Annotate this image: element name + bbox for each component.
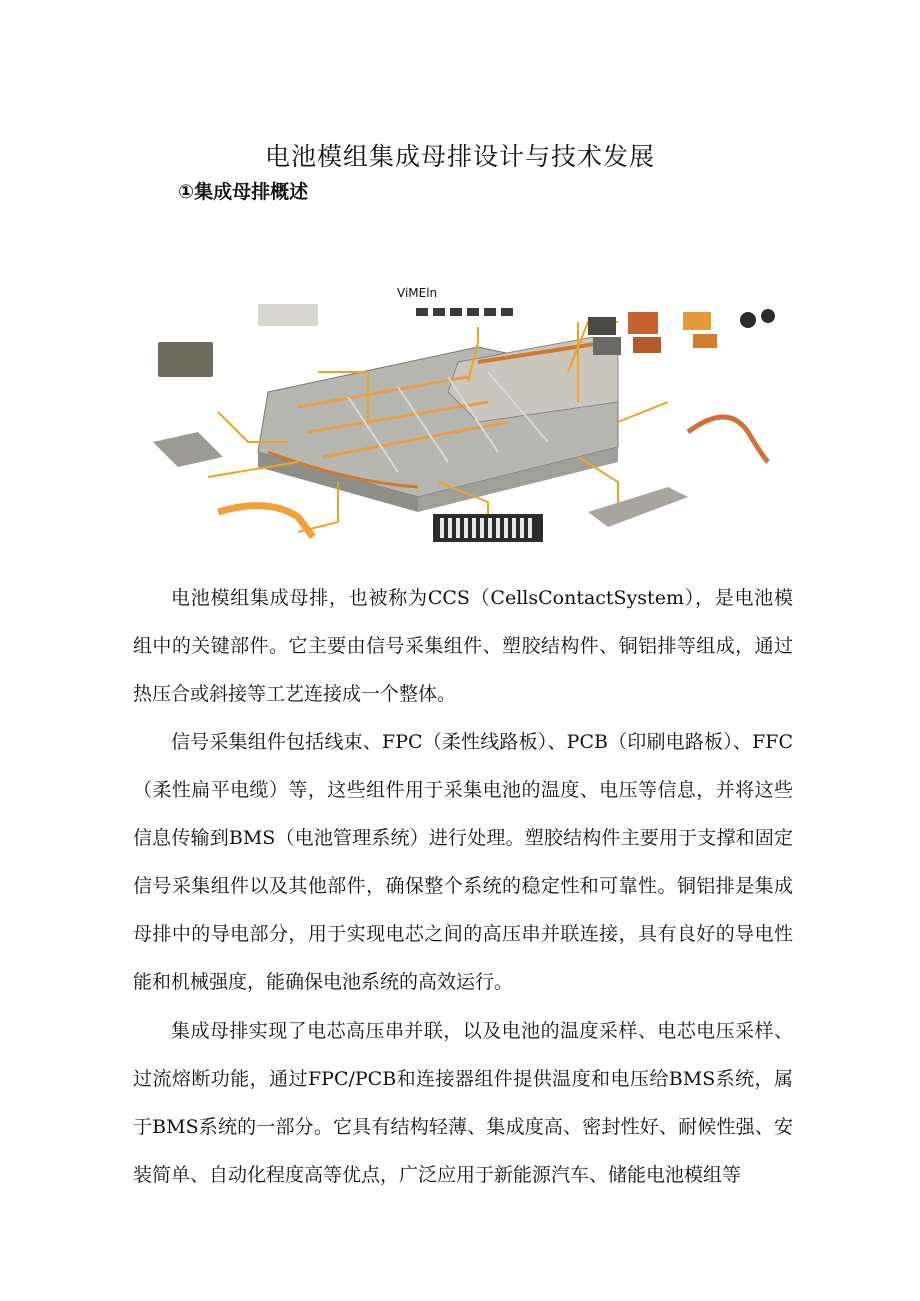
figure-caption: ViMEln	[397, 286, 438, 300]
paragraph-ccs-definition: 电池模组集成母排，也被称为CCS（CellsContactSystem），是电池模组中的关键部件。它主要由信号采集组件、塑胶结构件、铜铝排等组成，通过热压合或斜接等工艺连接成一个整体。	[133, 587, 793, 705]
paragraph-functions: 集成母排实现了电芯高压串并联，以及电池的温度采样、电芯电压采样、过流熔断功能，通过FPC/PCB和连接器组件提供温度和电压给BMS系统，属于BMS系统的一部分。它具有结构轻薄、集成度高、密封性好、耐候性强、安装简单、自动化程度高等优点，广泛应用于新能源汽车、储能电池模组等	[133, 1020, 793, 1186]
paragraph-signal-collection: 信号采集组件包括线束、FPC（柔性线路板）、PCB（印刷电路板）、FFC（柔性扁平电缆）等，这些组件用于采集电池的温度、电压等信息，并将这些信息传输到BMS（电池管理系统）进行处理。塑胶结构件主要用于支撑和固定信号采集组件以及其他部件，确保整个系统的稳定性和可靠性。铜铝排是集成母排中的导电部分，用于实现电芯之间的高压串并联连接，具有良好的导电性能和机械强度，能确保电池系统的高效运行。	[133, 731, 793, 993]
page-title: 电池模组集成母排设计与技术发展	[264, 141, 655, 171]
battery-pack-figure	[148, 282, 788, 564]
battery-pack-illustration	[258, 337, 618, 512]
section-heading: ①集成母排概述	[178, 181, 309, 203]
